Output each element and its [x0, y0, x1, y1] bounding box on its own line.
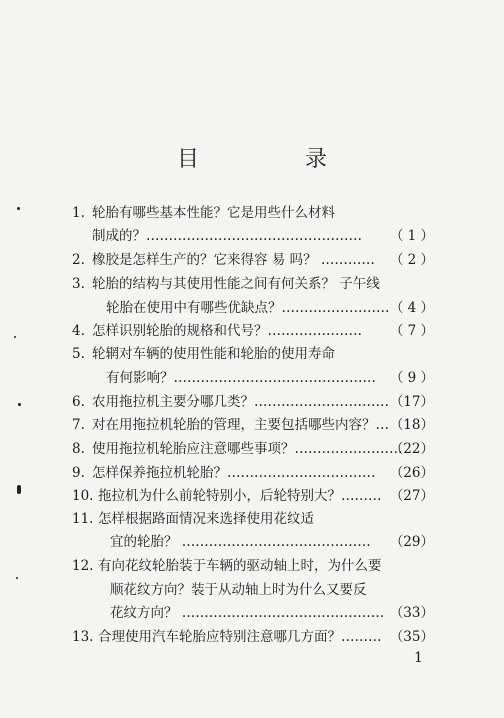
toc-text: 怎样根据路面情况来选择使用花纹适: [98, 511, 314, 527]
toc-number: 2.: [72, 252, 85, 268]
toc-text: 宜的轮胎？ ……………………………………: [110, 534, 371, 550]
toc-text: 使用拖拉机轮胎应注意哪些事项？……………………: [92, 441, 403, 457]
toc-number: 11.: [72, 511, 94, 527]
toc-text: 农用拖拉机主要分哪几类？…………………………: [92, 394, 389, 410]
toc-text: 轮胎的结构与其使用性能之间有何关系？ 子午线: [92, 276, 380, 292]
toc-page-ref: （33）: [389, 605, 434, 621]
toc-text: 有向花纹轮胎装于车辆的驱动轴上时，为什么要: [98, 558, 382, 574]
toc-text: 怎样保养拖拉机轮胎？……………………………: [92, 465, 376, 481]
toc-text: 轮辋对车辆的使用性能和轮胎的使用寿命: [92, 346, 335, 362]
toc-number: 9.: [72, 465, 85, 481]
toc-number: 8.: [72, 441, 85, 457]
toc-page-ref: （18）: [389, 417, 434, 433]
page-title: 目 录: [176, 147, 369, 172]
toc-page-ref: （ 9 ）: [389, 370, 434, 386]
toc-page-ref: （29）: [389, 534, 434, 550]
toc-page-ref: （ 7 ）: [389, 323, 434, 339]
toc-page-ref: （ 4 ）: [389, 300, 434, 316]
toc-text: 顺花纹方向？装于从动轴上时为什么又要反: [110, 582, 367, 598]
toc-number: 12.: [72, 558, 94, 574]
toc-page-ref: （27）: [389, 488, 434, 504]
toc-number: 3.: [72, 276, 85, 292]
toc-number: 6.: [72, 394, 85, 410]
scan-speck: [17, 485, 21, 494]
toc-page-ref: （ 1 ）: [389, 228, 434, 244]
toc-page-ref: （22）: [389, 441, 434, 457]
toc-number: 5.: [72, 346, 85, 362]
toc-text: 拖拉机为什么前轮特别小，后轮特别大？………: [98, 488, 382, 504]
toc-number: 10.: [72, 488, 94, 504]
toc-text: 花纹方向？ ………………………………………: [110, 605, 385, 621]
toc-page-ref: （ 2 ）: [389, 252, 434, 268]
scan-speck: [14, 336, 16, 338]
toc-number: 7.: [72, 417, 85, 433]
toc-text: 对在用拖拉机轮胎的管理，主要包括哪些内容？…: [92, 417, 389, 433]
toc-page-ref: （26）: [389, 465, 434, 481]
scan-speck: [18, 403, 21, 406]
scan-speck: [17, 207, 20, 210]
page-number: 1: [414, 650, 423, 666]
toc-text: 有何影响？………………………………………: [106, 370, 376, 386]
toc-page-ref: （17）: [389, 394, 434, 410]
toc-number: 13.: [72, 629, 94, 645]
toc-page-ref: （35）: [389, 629, 434, 645]
toc-text: 合理使用汽车轮胎应特别注意哪几方面？………: [98, 629, 382, 645]
toc-text: 怎样识别轮胎的规格和代号？…………………: [92, 323, 362, 339]
toc-text: 制成的？…………………………………………: [92, 228, 362, 244]
toc-text: 轮胎在使用中有哪些优缺点？……………………: [106, 300, 390, 316]
toc-number: 1.: [72, 205, 85, 221]
toc-text: 橡胶是怎样生产的？它来得容 易 吗？ …………: [92, 252, 375, 268]
scan-speck: [16, 577, 18, 579]
toc-number: 4.: [72, 323, 85, 339]
toc-text: 轮胎有哪些基本性能？它是用些什么材料: [92, 205, 335, 221]
